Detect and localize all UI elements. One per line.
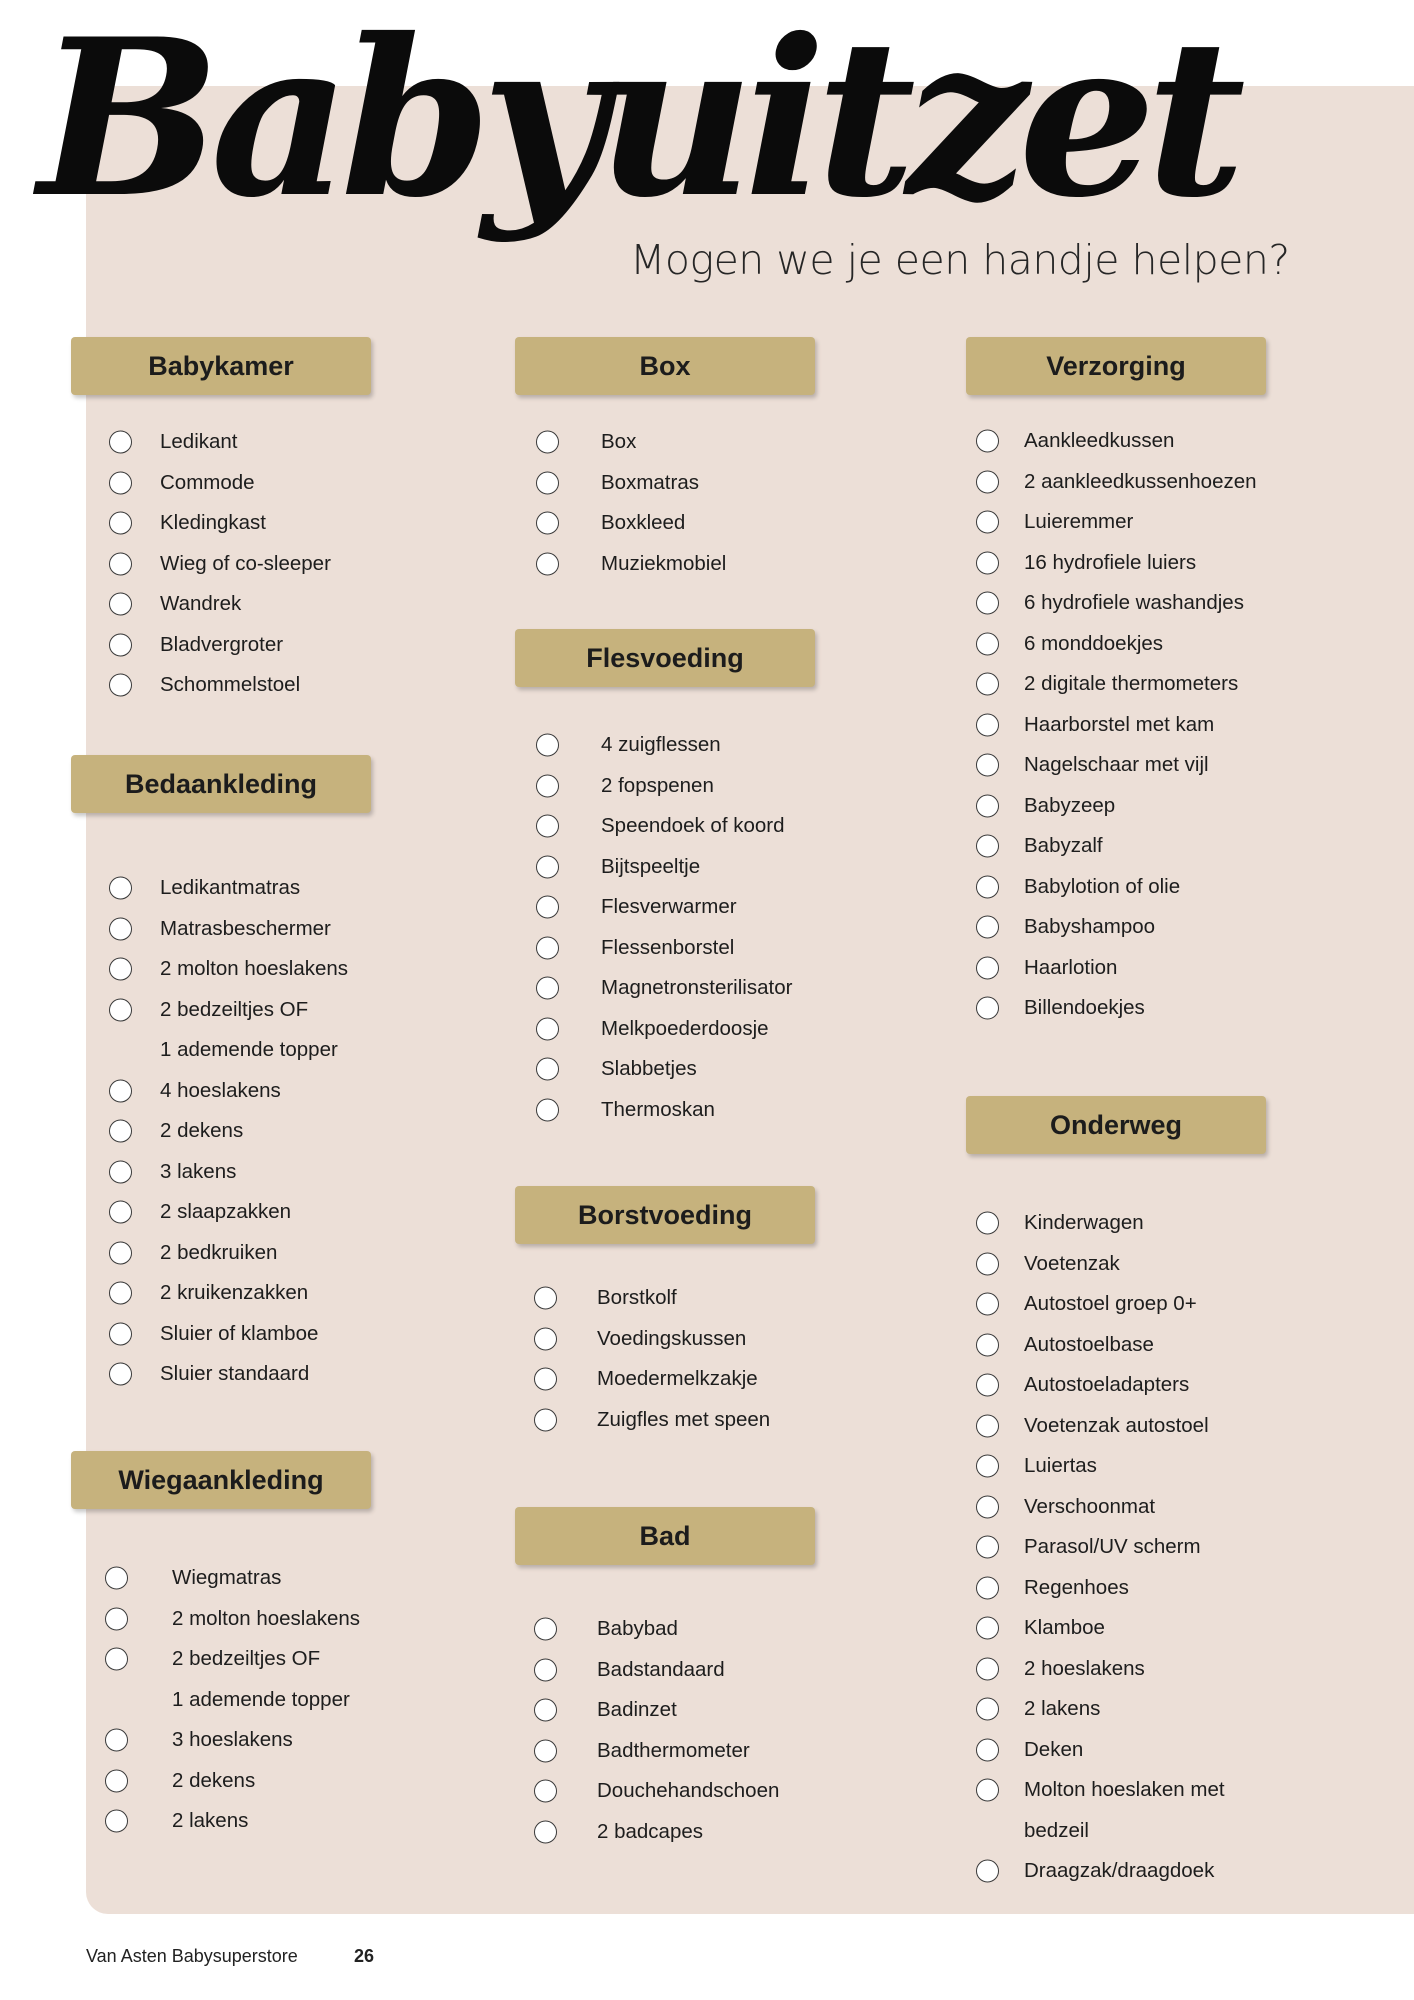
checklist-item-label: Regenhoes <box>1024 1575 1129 1599</box>
checklist-item <box>548 766 792 807</box>
checklist-verzorging <box>988 421 1257 1029</box>
checklist-item <box>117 1761 360 1802</box>
checklist-bad <box>546 1609 779 1852</box>
checkbox-circle[interactable] <box>109 552 132 575</box>
checklist-item-label: 2 bedkruiken <box>160 1240 278 1264</box>
checkbox-circle[interactable] <box>109 593 132 616</box>
checklist-item <box>121 909 348 950</box>
checkbox-circle[interactable] <box>976 430 999 453</box>
section-header-onderweg: Onderweg <box>966 1096 1266 1154</box>
checklist-item <box>117 1558 360 1599</box>
checkbox-circle[interactable] <box>976 592 999 615</box>
checklist-item-label: 2 dekens <box>160 1119 244 1143</box>
checkbox-circle[interactable] <box>976 875 999 898</box>
checklist-item-label: Badstandaard <box>597 1657 725 1681</box>
checkbox-circle[interactable] <box>536 552 559 575</box>
checklist-item <box>988 421 1257 462</box>
checkbox-circle[interactable] <box>976 1860 999 1883</box>
checklist-item <box>121 625 331 666</box>
checklist-item <box>548 463 726 504</box>
checkbox-circle[interactable] <box>534 1408 557 1431</box>
checkbox-circle[interactable] <box>109 633 132 656</box>
checklist-item-label: Nagelschaar met vijl <box>1024 753 1209 777</box>
checklist-item-label: Parasol/UV scherm <box>1024 1535 1201 1559</box>
checkbox-circle[interactable] <box>976 794 999 817</box>
checklist-item-label: 2 fopspenen <box>601 773 714 797</box>
checklist-item <box>548 1049 792 1090</box>
checklist-item <box>117 1639 360 1680</box>
checkbox-circle[interactable] <box>976 1657 999 1680</box>
checkbox-circle[interactable] <box>976 1414 999 1437</box>
checklist-item-label: 6 hydrofiele washandjes <box>1024 591 1244 615</box>
checklist-item <box>548 1009 792 1050</box>
checkbox-circle[interactable] <box>109 471 132 494</box>
checkbox-circle[interactable] <box>534 1699 557 1722</box>
checklist-item <box>546 1359 770 1400</box>
checklist-item <box>121 990 348 1031</box>
checklist-item <box>988 1446 1225 1487</box>
checkbox-circle[interactable] <box>976 956 999 979</box>
checklist-item-label: 2 badcapes <box>597 1819 704 1843</box>
checklist-item-label: bedzeil <box>1024 1818 1089 1842</box>
checklist-item <box>121 1192 348 1233</box>
checklist-item <box>988 462 1257 503</box>
checklist-item <box>546 1812 779 1853</box>
checklist-item-label: Haarborstel met kam <box>1024 712 1215 736</box>
checkbox-circle[interactable] <box>976 1252 999 1275</box>
checklist-item-label: 2 hoeslakens <box>1024 1656 1145 1680</box>
checkbox-circle[interactable] <box>109 917 132 940</box>
checkbox-circle[interactable] <box>109 998 132 1021</box>
checklist-item <box>121 868 348 909</box>
checklist-item <box>988 907 1257 948</box>
checkbox-circle[interactable] <box>109 1322 132 1345</box>
checklist-item-label: Verschoonmat <box>1024 1494 1156 1518</box>
checkbox-circle[interactable] <box>536 896 559 919</box>
checkbox-circle[interactable] <box>534 1658 557 1681</box>
checklist-item-label: Muziekmobiel <box>601 551 727 575</box>
checkbox-circle[interactable] <box>976 713 999 736</box>
checklist-item-label: Voetenzak autostoel <box>1024 1413 1209 1437</box>
checklist-item-label: Badthermometer <box>597 1738 750 1762</box>
checkbox-circle[interactable] <box>534 1327 557 1350</box>
checklist-item-label: Autostoeladapters <box>1024 1373 1190 1397</box>
checklist-item-label: Bijtspeeltje <box>601 854 701 878</box>
checklist-item-label: Borstkolf <box>597 1286 677 1310</box>
checkbox-circle[interactable] <box>536 855 559 878</box>
checkbox-circle[interactable] <box>534 1780 557 1803</box>
checklist-item-label: Flesverwarmer <box>601 895 737 919</box>
checklist-item <box>988 1365 1225 1406</box>
checklist-item-label: Flessenborstel <box>601 935 735 959</box>
checklist-item-label: 2 digitale thermometers <box>1024 672 1239 696</box>
checklist-item-label: Luieremmer <box>1024 510 1134 534</box>
checklist-item-label: Autostoel groep 0+ <box>1024 1292 1197 1316</box>
checklist-item-label: Wieg of co-sleeper <box>160 551 331 575</box>
checklist-item <box>121 422 331 463</box>
checkbox-circle[interactable] <box>976 673 999 696</box>
checklist-item <box>988 988 1257 1029</box>
checkbox-circle[interactable] <box>536 774 559 797</box>
checkbox-circle[interactable] <box>534 1368 557 1391</box>
checklist-wiegaankleding <box>117 1558 360 1842</box>
section-header-bad: Bad <box>515 1507 815 1565</box>
checklist-item-label: 2 molton hoeslakens <box>172 1606 361 1630</box>
checklist-item <box>546 1400 770 1441</box>
checklist-item-label: Slabbetjes <box>601 1057 697 1081</box>
checklist-item-label: Box <box>601 430 637 454</box>
checkbox-circle[interactable] <box>534 1739 557 1762</box>
checklist-item <box>546 1319 770 1360</box>
checkbox-circle[interactable] <box>976 1536 999 1559</box>
checkbox-circle[interactable] <box>109 1282 132 1305</box>
section-header-borstvoeding: Borstvoeding <box>515 1186 815 1244</box>
checklist-item <box>988 1203 1225 1244</box>
checkbox-circle[interactable] <box>109 674 132 697</box>
checklist-item-label: Sluier standaard <box>160 1362 310 1386</box>
checklist-item-label: Magnetronsterilisator <box>601 976 793 1000</box>
checkbox-circle[interactable] <box>109 1120 132 1143</box>
checkbox-circle[interactable] <box>976 1293 999 1316</box>
checklist-item <box>548 806 792 847</box>
checklist-item-label: Voedingskussen <box>597 1326 747 1350</box>
checkbox-circle[interactable] <box>109 1241 132 1264</box>
checklist-item-label: Boxmatras <box>601 470 699 494</box>
checkbox-circle[interactable] <box>534 1820 557 1843</box>
checklist-bedaankleding <box>121 868 348 1395</box>
checklist-item <box>121 1354 348 1395</box>
checklist-item <box>988 1811 1225 1852</box>
checklist-item <box>988 1689 1225 1730</box>
checklist-item <box>988 1406 1225 1447</box>
checklist-item <box>121 1111 348 1152</box>
checklist-item <box>548 968 792 1009</box>
checklist-item <box>546 1650 779 1691</box>
checklist-item-label: Autostoelbase <box>1024 1332 1154 1356</box>
checkbox-circle[interactable] <box>109 877 132 900</box>
checklist-item <box>121 1273 348 1314</box>
checkbox-circle[interactable] <box>976 835 999 858</box>
checklist-item <box>548 422 726 463</box>
checkbox-circle[interactable] <box>536 1098 559 1121</box>
checklist-item <box>546 1690 779 1731</box>
footer-page-number: 26 <box>354 1946 375 1966</box>
checkbox-circle[interactable] <box>976 916 999 939</box>
checkbox-circle[interactable] <box>105 1729 128 1752</box>
checklist-item <box>121 1030 348 1071</box>
checkbox-circle[interactable] <box>105 1769 128 1792</box>
checklist-item <box>121 584 331 625</box>
checkbox-circle[interactable] <box>976 1738 999 1761</box>
checkbox-circle[interactable] <box>109 958 132 981</box>
checkbox-circle[interactable] <box>536 431 559 454</box>
checkbox-circle[interactable] <box>976 511 999 534</box>
checklist-item-label: 2 molton hoeslakens <box>160 957 349 981</box>
checklist-item <box>988 1244 1225 1285</box>
checklist-item <box>988 705 1257 746</box>
checklist-item-label: Billendoekjes <box>1024 996 1145 1020</box>
checklist-item-label: Wandrek <box>160 592 242 616</box>
checklist-item <box>988 1568 1225 1609</box>
checkbox-circle[interactable] <box>109 1160 132 1183</box>
checkbox-circle[interactable] <box>109 1363 132 1386</box>
checklist-item-label: Luiertas <box>1024 1454 1097 1478</box>
checklist-item-label: Thermoskan <box>601 1097 715 1121</box>
checklist-item-label: 16 hydrofiele luiers <box>1024 550 1197 574</box>
checkbox-circle[interactable] <box>105 1607 128 1630</box>
checklist-item <box>988 867 1257 908</box>
section-header-babykamer: Babykamer <box>71 337 371 395</box>
checklist-item-label: Bladvergroter <box>160 632 284 656</box>
checkbox-circle[interactable] <box>976 1495 999 1518</box>
checkbox-circle[interactable] <box>976 632 999 655</box>
checklist-item <box>546 1609 779 1650</box>
checklist-item <box>121 1071 348 1112</box>
checklist-borstvoeding <box>546 1278 770 1440</box>
checkbox-circle[interactable] <box>976 1212 999 1235</box>
checklist-item <box>988 1851 1225 1892</box>
checkbox-circle[interactable] <box>536 512 559 535</box>
checklist-item <box>988 745 1257 786</box>
checklist-item-label: Wiegmatras <box>172 1566 282 1590</box>
checkbox-circle[interactable] <box>536 815 559 838</box>
checkbox-circle[interactable] <box>976 551 999 574</box>
checklist-flesvoeding <box>548 725 792 1130</box>
checkbox-circle[interactable] <box>976 1455 999 1478</box>
checklist-item-label: 2 bedzeiltjes OF <box>172 1647 321 1671</box>
checklist-item <box>988 664 1257 705</box>
checklist-item <box>988 1284 1225 1325</box>
checklist-item-label: Sluier of klamboe <box>160 1321 319 1345</box>
checklist-item-label: Boxkleed <box>601 511 686 535</box>
checkbox-circle[interactable] <box>534 1618 557 1641</box>
checkbox-circle[interactable] <box>536 936 559 959</box>
checklist-item-label: 2 kruikenzakken <box>160 1281 309 1305</box>
checkbox-circle[interactable] <box>976 1779 999 1802</box>
checklist-item-label: Kinderwagen <box>1024 1211 1144 1235</box>
checklist-babykamer <box>121 422 331 706</box>
checkbox-circle[interactable] <box>536 734 559 757</box>
checklist-item <box>988 1487 1225 1528</box>
checkbox-circle[interactable] <box>536 471 559 494</box>
checklist-item <box>117 1801 360 1842</box>
checklist-item-label: Babybad <box>597 1617 678 1641</box>
checklist-item-label: 3 lakens <box>160 1159 237 1183</box>
checklist-item <box>546 1731 779 1772</box>
checklist-item <box>988 1649 1225 1690</box>
checklist-item <box>988 786 1257 827</box>
checklist-item-label: Molton hoeslaken met <box>1024 1778 1225 1802</box>
checkbox-circle[interactable] <box>105 1567 128 1590</box>
checkbox-circle[interactable] <box>105 1810 128 1833</box>
section-header-flesvoeding: Flesvoeding <box>515 629 815 687</box>
checklist-item-label: Matrasbeschermer <box>160 916 331 940</box>
checklist-item <box>988 543 1257 584</box>
checkbox-circle[interactable] <box>536 1017 559 1040</box>
checklist-item-label: Aankleedkussen <box>1024 429 1175 453</box>
checklist-item <box>117 1680 360 1721</box>
checklist-item <box>988 624 1257 665</box>
checkbox-circle[interactable] <box>976 997 999 1020</box>
checklist-item-label: 2 dekens <box>172 1768 256 1792</box>
checklist-item-label: 4 zuigflessen <box>601 733 721 757</box>
checklist-item-label: Commode <box>160 470 255 494</box>
checkbox-circle[interactable] <box>534 1287 557 1310</box>
checklist-item-label: Zuigfles met speen <box>597 1407 771 1431</box>
checklist-item <box>988 826 1257 867</box>
checklist-item-label: Haarlotion <box>1024 955 1118 979</box>
checklist-item <box>548 1090 792 1131</box>
checklist-item-label: Babyshampoo <box>1024 915 1156 939</box>
section-header-bedaankleding: Bedaankleding <box>71 755 371 813</box>
checklist-item-label: Douchehandschoen <box>597 1779 780 1803</box>
checklist-item <box>117 1720 360 1761</box>
checklist-item <box>548 887 792 928</box>
checklist-item <box>546 1278 770 1319</box>
section-header-verzorging: Verzorging <box>966 337 1266 395</box>
checklist-item-label: Babylotion of olie <box>1024 874 1181 898</box>
page-title: Babyuitzet <box>38 0 1236 245</box>
checklist-item-label: Speendoek of koord <box>601 814 785 838</box>
checklist-item <box>117 1599 360 1640</box>
checklist-item <box>988 1608 1225 1649</box>
checklist-item-label: 1 ademende topper <box>172 1687 350 1711</box>
checklist-item-label: Klamboe <box>1024 1616 1105 1640</box>
checklist-item-label: 2 lakens <box>172 1809 249 1833</box>
checklist-item <box>548 847 792 888</box>
checkbox-circle[interactable] <box>109 431 132 454</box>
checklist-item-label: Babyzalf <box>1024 834 1103 858</box>
checklist-item-label: 3 hoeslakens <box>172 1728 293 1752</box>
checklist-item <box>121 503 331 544</box>
section-header-wiegaankleding: Wiegaankleding <box>71 1451 371 1509</box>
checkbox-circle[interactable] <box>109 1079 132 1102</box>
checklist-item-label: 2 lakens <box>1024 1697 1101 1721</box>
checkbox-circle[interactable] <box>109 1201 132 1224</box>
checklist-item-label: Ledikantmatras <box>160 876 301 900</box>
checklist-item-label: 2 bedzeiltjes OF <box>160 997 309 1021</box>
checklist-item <box>988 1770 1225 1811</box>
checkbox-circle[interactable] <box>976 1333 999 1356</box>
checkbox-circle[interactable] <box>536 1058 559 1081</box>
checklist-item-label: Badinzet <box>597 1698 677 1722</box>
checkbox-circle[interactable] <box>976 1374 999 1397</box>
checklist-item-label: Schommelstoel <box>160 673 301 697</box>
checkbox-circle[interactable] <box>976 1617 999 1640</box>
checklist-item-label: Ledikant <box>160 430 238 454</box>
checklist-item-label: Voetenzak <box>1024 1251 1120 1275</box>
checklist-item <box>988 1527 1225 1568</box>
checklist-item-label: Moedermelkzakje <box>597 1367 758 1391</box>
checklist-item <box>121 1314 348 1355</box>
checklist-item <box>988 1325 1225 1366</box>
checklist-item <box>546 1771 779 1812</box>
checklist-item <box>121 949 348 990</box>
checklist-item <box>548 503 726 544</box>
checklist-item <box>988 1730 1225 1771</box>
checklist-item <box>988 502 1257 543</box>
checklist-item <box>121 1152 348 1193</box>
checklist-box <box>548 422 726 584</box>
checklist-item <box>121 544 331 585</box>
checklist-item-label: Kledingkast <box>160 511 266 535</box>
checklist-onderweg <box>988 1203 1225 1892</box>
checklist-item <box>121 1233 348 1274</box>
checkbox-circle[interactable] <box>109 512 132 535</box>
page-subtitle: Mogen we je een handje helpen? <box>630 236 1290 284</box>
checklist-item-label: 1 ademende topper <box>160 1038 338 1062</box>
checklist-item <box>121 665 331 706</box>
checklist-item <box>121 463 331 504</box>
checklist-item <box>988 583 1257 624</box>
section-header-box: Box <box>515 337 815 395</box>
checkbox-circle[interactable] <box>105 1648 128 1671</box>
checkbox-circle[interactable] <box>976 754 999 777</box>
checklist-item <box>548 544 726 585</box>
checkbox-circle[interactable] <box>976 1576 999 1599</box>
checklist-item <box>988 948 1257 989</box>
checklist-item-label: Deken <box>1024 1737 1084 1761</box>
checklist-item-label: 4 hoeslakens <box>160 1078 281 1102</box>
checklist-item-label: Draagzak/draagdoek <box>1024 1859 1215 1883</box>
checklist-item-label: Babyzeep <box>1024 793 1116 817</box>
checkbox-circle[interactable] <box>976 470 999 493</box>
footer-store-name: Van Asten Babysuperstore <box>86 1946 298 1966</box>
checkbox-circle[interactable] <box>536 977 559 1000</box>
checklist-item-label: 2 aankleedkussenhoezen <box>1024 469 1257 493</box>
checklist-item-label: 6 monddoekjes <box>1024 631 1164 655</box>
checklist-item-label: 2 slaapzakken <box>160 1200 292 1224</box>
checklist-item <box>548 928 792 969</box>
checklist-item <box>548 725 792 766</box>
checklist-item-label: Melkpoederdoosje <box>601 1016 769 1040</box>
checkbox-circle[interactable] <box>976 1698 999 1721</box>
